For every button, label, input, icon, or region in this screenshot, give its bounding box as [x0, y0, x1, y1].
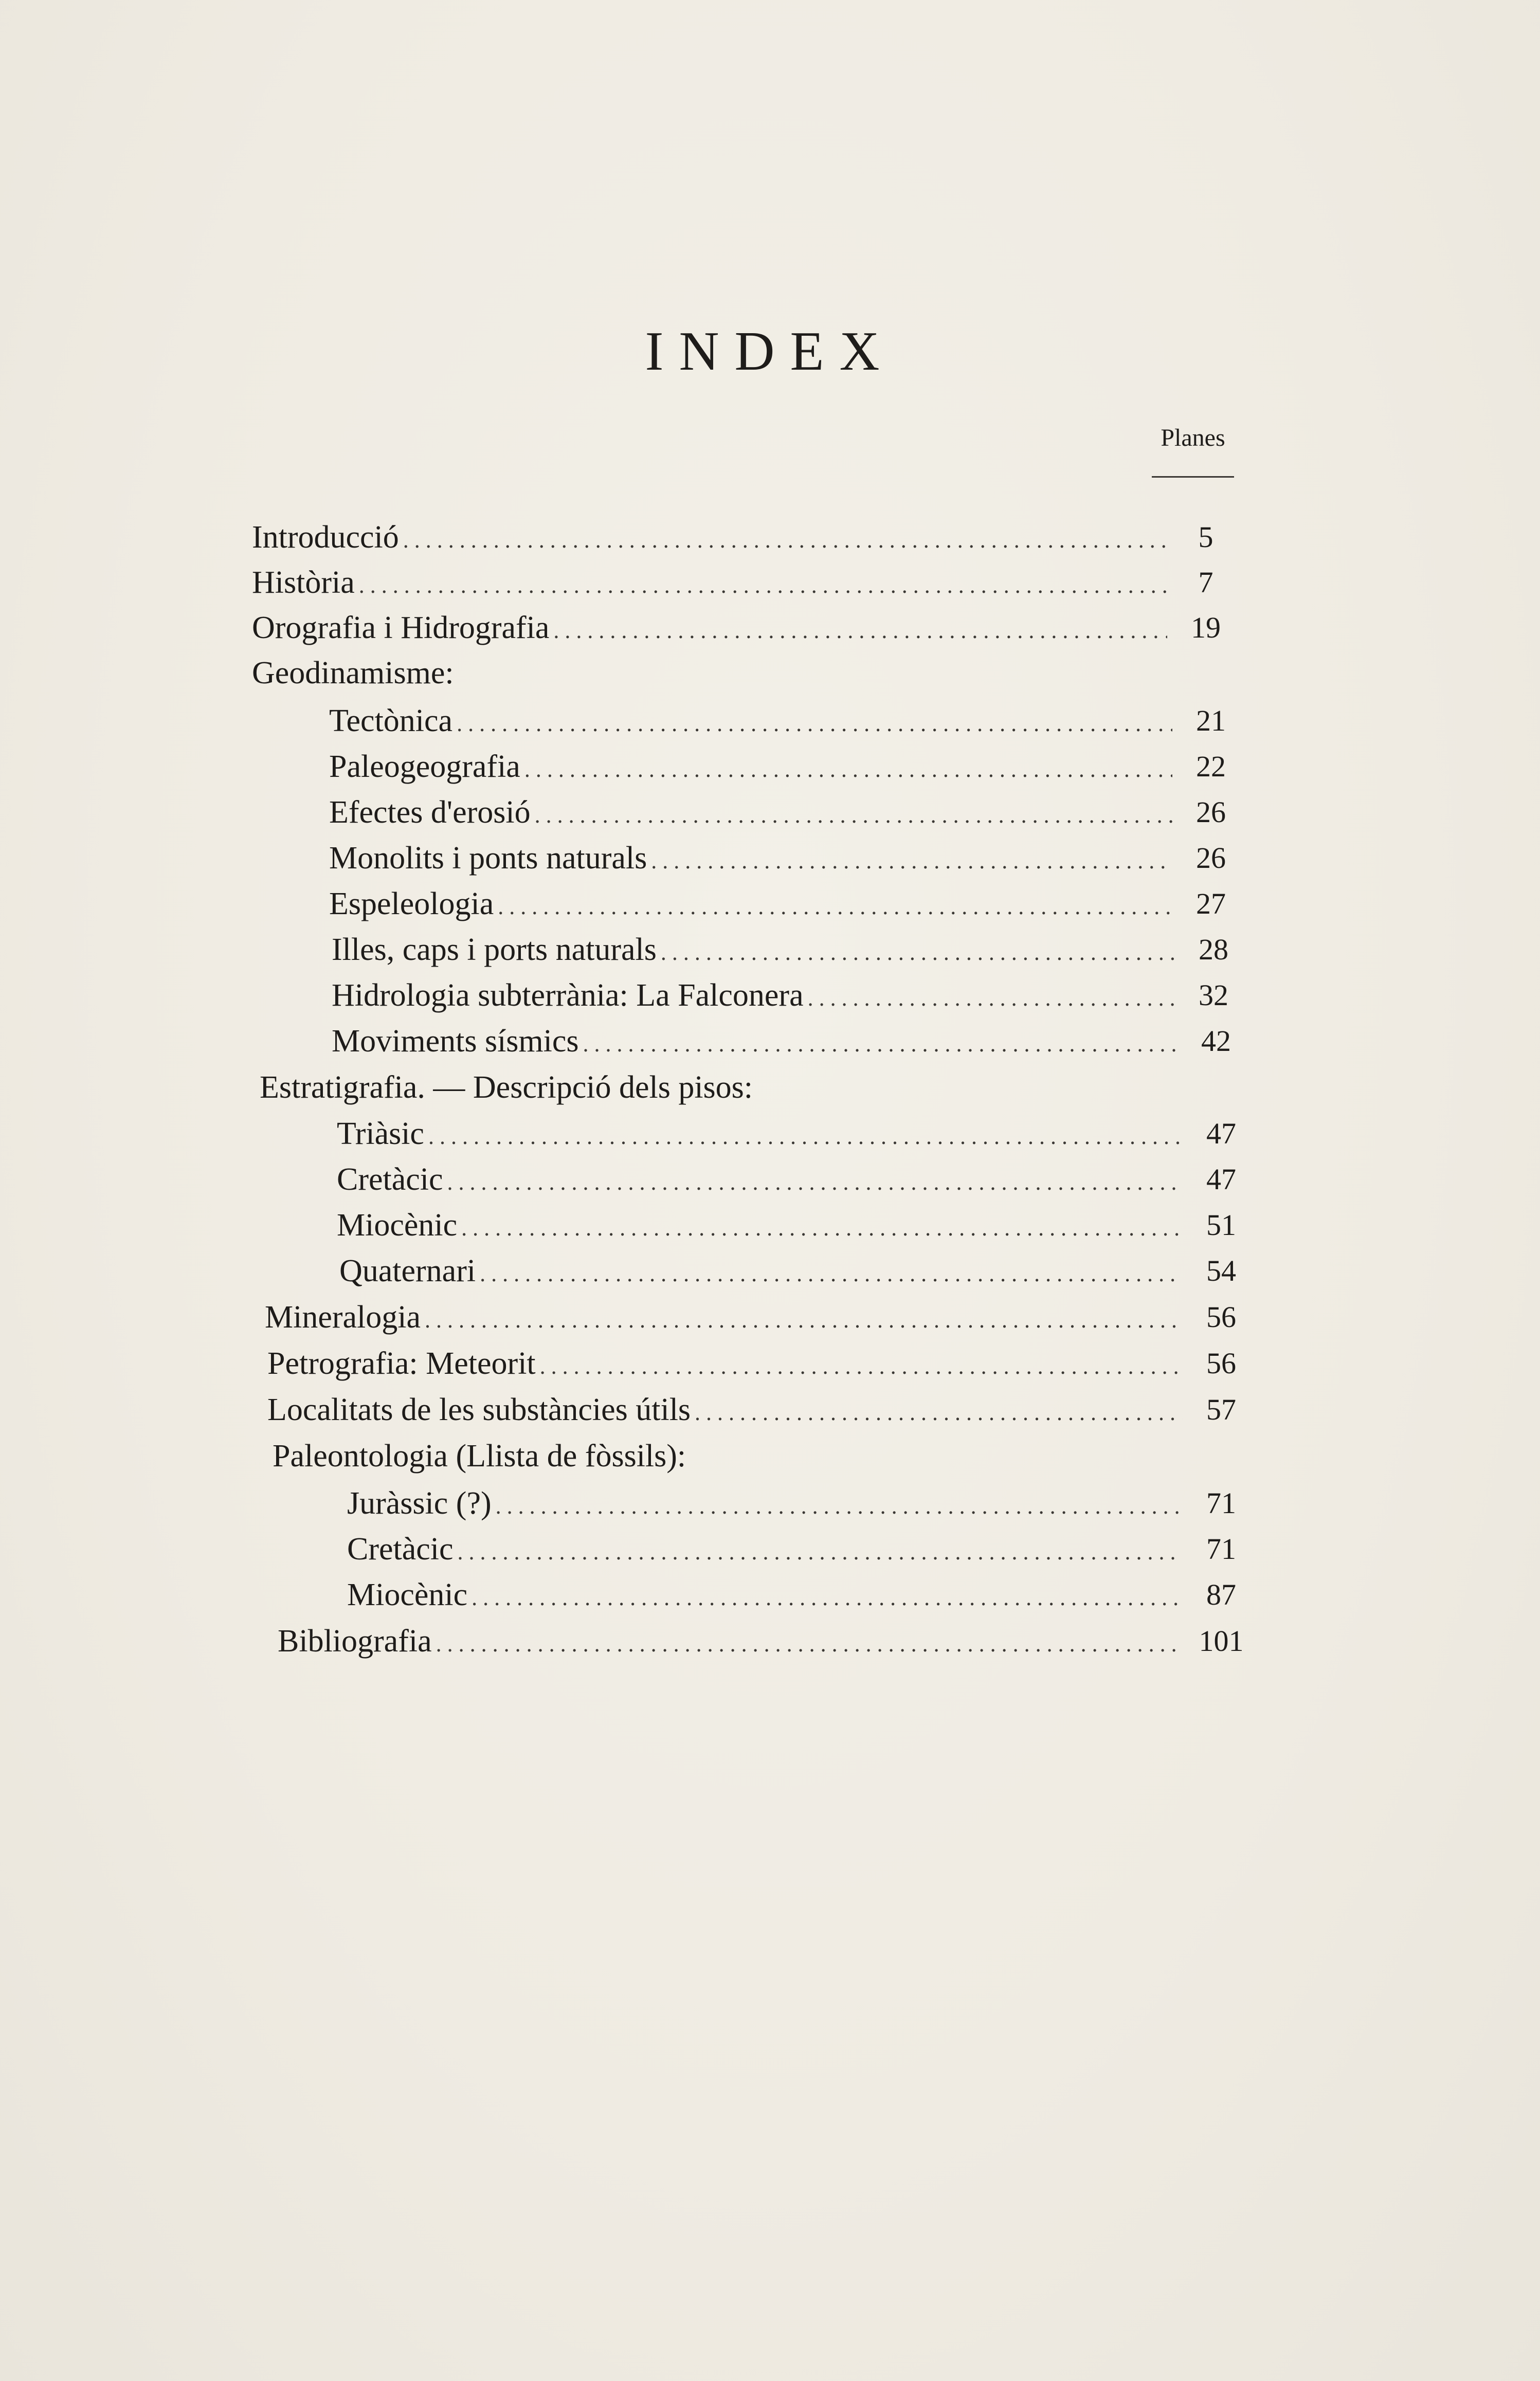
toc-entry-page: 87 [1206, 1578, 1236, 1611]
toc-entry [329, 792, 1226, 833]
dot-leader [651, 841, 1172, 882]
page-title: INDEX [645, 321, 895, 382]
page-column-header: Planes [1161, 424, 1225, 451]
dot-leader [480, 1253, 1183, 1295]
dot-leader [695, 1392, 1183, 1433]
dot-leader [425, 1300, 1183, 1341]
toc-entry-label: Monolits i ponts naturals [329, 841, 647, 876]
toc-entry-page: 47 [1206, 1117, 1236, 1150]
toc-entry-page: 56 [1206, 1300, 1236, 1334]
dot-leader [457, 703, 1172, 744]
dot-leader [458, 1532, 1183, 1573]
toc-entry-page: 26 [1196, 795, 1226, 829]
dot-leader [540, 1346, 1183, 1387]
toc-entry-label: Mineralogia [265, 1300, 421, 1335]
toc-entry-page: 7 [1198, 566, 1213, 599]
dot-leader [553, 610, 1167, 651]
toc-entry-page: 19 [1191, 611, 1221, 644]
toc-entry-label: Cretàcic [337, 1162, 443, 1197]
toc-entry-page: 47 [1206, 1162, 1236, 1196]
toc-entry-label: Moviments sísmics [332, 1024, 579, 1059]
toc-entry-label: Juràssic (?) [347, 1486, 492, 1521]
toc-entry [252, 607, 1221, 648]
toc-entry [329, 700, 1226, 741]
toc-entry-label: Orografia i Hidrografia [252, 610, 550, 645]
toc-entry-label: Miocènic [347, 1577, 468, 1612]
toc-entry [347, 1574, 1236, 1615]
toc-entry-label: Quaternari [339, 1253, 476, 1288]
toc-entry-page: 57 [1206, 1393, 1236, 1426]
dot-leader [524, 749, 1172, 790]
toc-entry-label: Cretàcic [347, 1532, 454, 1567]
toc-entry-label: Petrografia: Meteorit [267, 1346, 536, 1381]
dot-leader [436, 1624, 1183, 1665]
toc-entry-label: Localitats de les substàncies útils [267, 1392, 691, 1427]
toc-entry [267, 1343, 1236, 1384]
toc-entry-page: 71 [1206, 1532, 1236, 1566]
toc-entry [332, 1021, 1231, 1062]
toc-section-heading: Estratigrafia. — Descripció dels pisos: [260, 1070, 753, 1105]
toc-entry [347, 1529, 1236, 1570]
toc-entry-label: Tectònica [329, 703, 453, 738]
toc-entry-label: Hidrologia subterrània: La Falconera [332, 978, 804, 1013]
dot-leader [535, 795, 1172, 836]
dot-leader [496, 1486, 1183, 1527]
toc-entry-page: 5 [1198, 520, 1213, 554]
toc-entry-page: 42 [1201, 1024, 1231, 1058]
toc-entry [267, 1389, 1236, 1430]
toc-entry-label: Efectes d'erosió [329, 795, 531, 830]
toc-section-heading: Geodinamisme: [252, 656, 454, 690]
toc-entry [265, 1297, 1236, 1338]
toc-entry-page: 22 [1196, 750, 1226, 783]
toc-section-heading: Paleontologia (Llista de fòssils): [273, 1439, 686, 1474]
toc-entry [347, 1483, 1236, 1524]
toc-entry-label: Espeleologia [329, 886, 494, 921]
dot-leader [472, 1577, 1183, 1619]
toc-entry-label: Introducció [252, 520, 399, 555]
toc-entry-label: Paleogeografia [329, 749, 520, 784]
toc-entry-label: Bibliografia [278, 1624, 432, 1659]
toc-entry-page: 27 [1196, 887, 1226, 920]
toc-entry-page: 28 [1199, 933, 1228, 966]
toc-entry-page: 71 [1206, 1486, 1236, 1520]
toc-entry [337, 1159, 1236, 1200]
dot-leader [498, 886, 1172, 928]
toc-entry [329, 838, 1226, 879]
toc-entry-page: 101 [1199, 1624, 1244, 1658]
toc-entry-page: 51 [1206, 1208, 1236, 1242]
toc-entry [252, 562, 1213, 603]
toc-entry [278, 1621, 1244, 1662]
dot-leader [359, 565, 1167, 606]
dot-leader [583, 1024, 1177, 1065]
toc-entry-label: Història [252, 565, 355, 600]
toc-entry [332, 929, 1228, 970]
toc-entry-page: 54 [1206, 1254, 1236, 1287]
toc-entry [329, 746, 1226, 787]
toc-entry-page: 56 [1206, 1347, 1236, 1380]
toc-entry [337, 1205, 1236, 1246]
toc-entry-page: 32 [1199, 978, 1228, 1012]
toc-entry-label: Triàsic [337, 1116, 424, 1151]
dot-leader [461, 1208, 1183, 1249]
toc-entry-page: 26 [1196, 841, 1226, 875]
dot-leader [447, 1162, 1183, 1203]
toc-entry [337, 1113, 1236, 1154]
toc-entry [252, 517, 1213, 558]
toc-entry-label: Illes, caps i ports naturals [332, 932, 657, 967]
toc-entry [339, 1250, 1236, 1292]
toc-entry-page: 21 [1196, 704, 1226, 737]
dot-leader [403, 520, 1167, 561]
dot-leader [428, 1116, 1183, 1157]
column-header-rule [1152, 476, 1234, 478]
toc-entry [332, 975, 1228, 1016]
toc-entry [329, 883, 1226, 924]
toc-entry-label: Miocènic [337, 1208, 458, 1243]
dot-leader [661, 932, 1175, 973]
dot-leader [808, 978, 1175, 1019]
